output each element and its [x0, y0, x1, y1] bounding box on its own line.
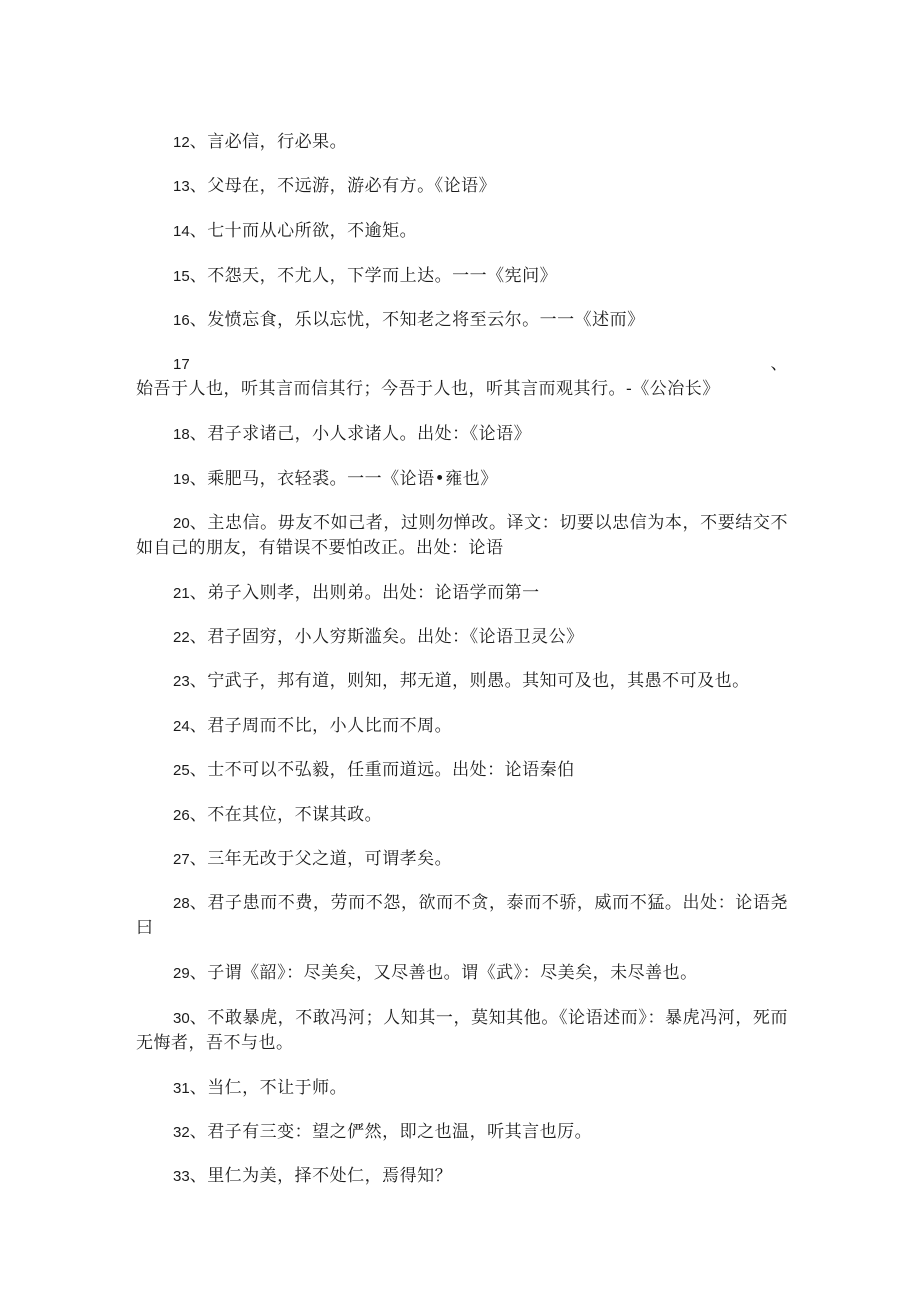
- entry-separator: 、: [189, 132, 208, 152]
- entry-separator: 、: [189, 583, 208, 603]
- entry-separator: 、: [189, 310, 208, 330]
- quote-entry-27: [136, 847, 788, 872]
- quote-entry-20: [136, 511, 788, 561]
- entry-text: 君子周而不比，小人比而不周。: [207, 716, 453, 736]
- entry-number: 12: [173, 134, 190, 151]
- quote-entry-28: [136, 891, 788, 941]
- entry-number: 26: [173, 807, 190, 824]
- entry-number: 29: [173, 965, 190, 982]
- entry-separator: 、: [189, 424, 208, 444]
- entry-separator: 、: [189, 1008, 208, 1028]
- entry-text: 君子患而不费，劳而不怨，欲而不贪，泰而不骄，威而不猛。出处：论语尧曰: [136, 893, 789, 938]
- entry-separator: 、: [189, 893, 208, 913]
- entry-separator: 、: [189, 354, 788, 374]
- entry-text: 当仁，不让于师。: [207, 1078, 348, 1098]
- entry-text: 父母在，不远游，游必有方。《论语》: [207, 176, 497, 196]
- entry-text: 宁武子，邦有道，则知，邦无道，则愚。其知可及也，其愚不可及也。: [207, 671, 750, 691]
- quote-entry-26: [136, 803, 788, 828]
- entry-number: 31: [173, 1080, 190, 1097]
- entry-separator: 、: [189, 805, 208, 825]
- entry-separator: 、: [189, 760, 208, 780]
- entry-text: 君子求诸己，小人求诸人。出处：《论语》: [207, 424, 532, 444]
- quote-entry-12: [136, 130, 788, 155]
- quote-entry-24: [136, 714, 788, 739]
- entry-separator: 、: [189, 1122, 208, 1142]
- entry-text: 三年无改于父之道，可谓孝矣。: [207, 849, 453, 869]
- quote-entry-13: [136, 174, 788, 199]
- entry-separator: 、: [189, 266, 208, 286]
- quote-entry-25: [136, 758, 788, 783]
- quote-entry-21: [136, 581, 788, 606]
- quote-entry-22: [136, 625, 788, 650]
- quote-entry-14: [136, 219, 788, 244]
- entry-text: 始吾于人也，听其言而信其行；今吾于人也，听其言而观其行。-《公冶长》: [136, 379, 720, 399]
- entry-number: 25: [173, 762, 190, 779]
- entry-number: 15: [173, 268, 190, 285]
- entry-separator: 、: [189, 716, 208, 736]
- entry-number: 33: [173, 1168, 190, 1185]
- entry-number: 13: [173, 178, 190, 195]
- quote-entry-30: [136, 1006, 788, 1056]
- entry-number: 22: [173, 629, 190, 646]
- entry-separator: 、: [189, 513, 208, 533]
- entry-text: 里仁为美，择不处仁，焉得知？: [207, 1166, 453, 1186]
- entry-number: 21: [173, 585, 190, 602]
- entry-number: 32: [173, 1124, 190, 1141]
- entry-separator: 、: [189, 221, 208, 241]
- entry-number: 19: [173, 471, 190, 488]
- entry-text: 不在其位，不谋其政。: [207, 805, 383, 825]
- entry-text: 不敢暴虎，不敢冯河；人知其一，莫知其他。《论语述而》：暴虎冯河，死而无悔者，吾不与也。: [136, 1008, 789, 1053]
- quote-entry-17: [136, 352, 788, 402]
- quote-entry-29: [136, 961, 788, 986]
- quote-entry-15: [136, 264, 788, 289]
- entry-separator: 、: [189, 671, 208, 691]
- entry-text: 不怨天，不尤人，下学而上达。一一《宪问》: [207, 266, 558, 286]
- entry-number: 24: [173, 718, 190, 735]
- entry-separator: 、: [189, 849, 208, 869]
- entry-number: 20: [173, 515, 190, 532]
- entry-text: 士不可以不弘毅，任重而道远。出处：论语秦伯: [207, 760, 575, 780]
- entry-text: 君子有三变：望之俨然，即之也温，听其言也厉。: [207, 1122, 593, 1142]
- entry-number: 23: [173, 673, 190, 690]
- entry-text: 君子固穷，小人穷斯滥矣。出处：《论语卫灵公》: [207, 627, 584, 647]
- quote-entry-16: [136, 308, 788, 333]
- entry-text: 言必信，行必果。: [207, 132, 348, 152]
- quote-entry-23: [136, 669, 788, 694]
- entry-text: 主忠信。毋友不如己者，过则勿惮改。译文：切要以忠信为本，不要结交不如自己的朋友，有错误不要怕改正。出处：论语: [136, 513, 789, 558]
- entry-number: 14: [173, 223, 190, 240]
- entry-separator: 、: [189, 627, 208, 647]
- entry-number: 30: [173, 1010, 190, 1027]
- entry-text: 发愤忘食，乐以忘忧，不知老之将至云尔。一一《述而》: [207, 310, 645, 330]
- quote-entry-33: [136, 1164, 788, 1189]
- quote-entry-31: [136, 1076, 788, 1101]
- entry-text: 弟子入则孝，出则弟。出处：论语学而第一: [207, 583, 540, 603]
- entry-number: 28: [173, 895, 190, 912]
- entry-number: 16: [173, 312, 190, 329]
- entry-separator: 、: [189, 1078, 208, 1098]
- entry-separator: 、: [189, 963, 208, 983]
- quote-entry-32: [136, 1120, 788, 1145]
- entry-separator: 、: [189, 176, 208, 196]
- entry-separator: 、: [189, 469, 208, 489]
- quote-entry-18: [136, 422, 788, 447]
- entry-number: 27: [173, 851, 190, 868]
- entry-text: 子谓《韶》：尽美矣，又尽善也。谓《武》：尽美矣，未尽善也。: [207, 963, 698, 983]
- entry-text: 乘肥马，衣轻裘。一一《论语•雍也》: [207, 469, 498, 489]
- entry-number: 18: [173, 426, 190, 443]
- entry-number: 17: [173, 356, 190, 373]
- entry-separator: 、: [189, 1166, 208, 1186]
- entry-text: 七十而从心所欲，不逾矩。: [207, 221, 418, 241]
- quote-entry-19: [136, 467, 788, 492]
